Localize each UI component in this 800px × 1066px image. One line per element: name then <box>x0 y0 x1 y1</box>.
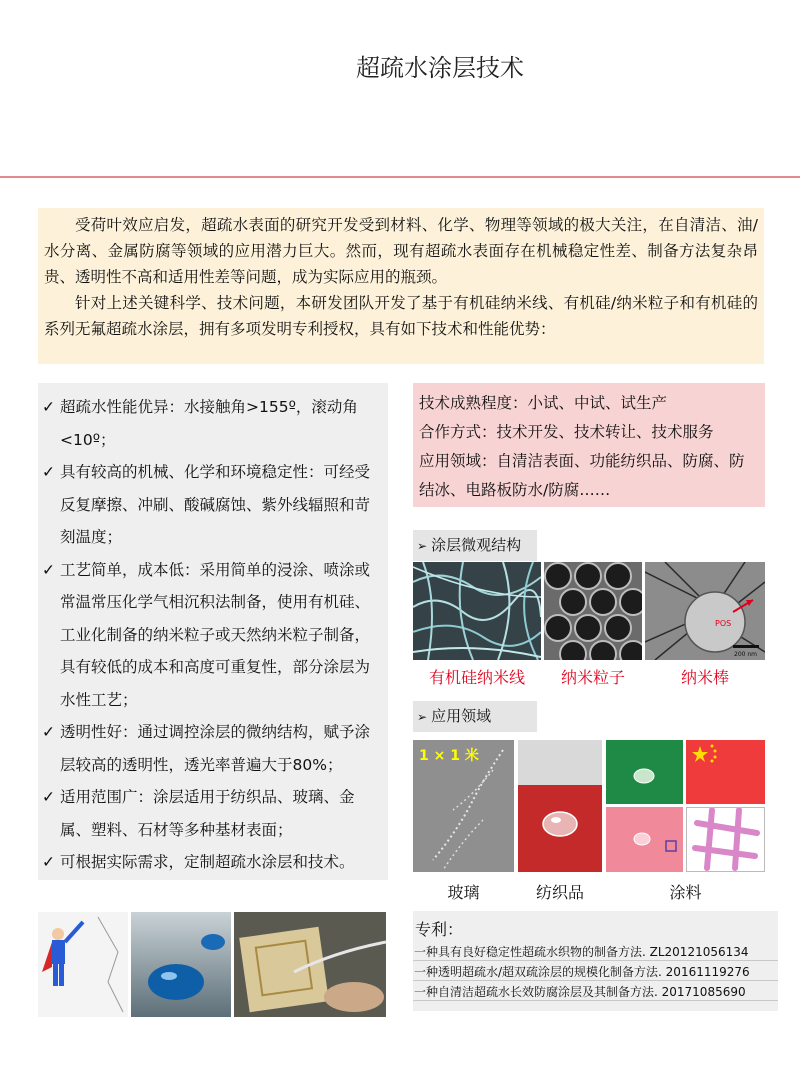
feature-item <box>42 391 378 456</box>
check-icon: ✓ <box>42 723 55 741</box>
app-caption: 纺织品 <box>535 883 584 902</box>
feature-text: 透明性好：通过调控涂层的微纳结构，赋予涂层较高的透明性，透光率普遍大于80%； <box>60 723 371 774</box>
feature-item <box>42 554 378 717</box>
patent-item: 一种具有良好稳定性超疏水织物的制备方法. ZL20121056134 <box>413 942 778 962</box>
cooperation-text: 合作方式：技术开发、技术转让、技术服务 <box>419 423 714 441</box>
patent-item: 一种透明超疏水/超双疏涂层的规模化制备方法. 20161119276 <box>413 962 778 982</box>
pos-label: POS <box>715 619 732 628</box>
intro-paragraph-2: 针对上述关键科学、技术问题，本研发团队开发了基于有机硅纳米线、有机硅/纳米粒子和有机硅的系列无氟超疏水涂层，拥有多项发明专利授权，具有如下技术和性能优势： <box>44 294 758 338</box>
coated-surface-photo <box>606 807 683 872</box>
apps-label-text: 应用领域 <box>431 707 492 725</box>
patents-box <box>413 911 778 1011</box>
feature-item <box>42 456 378 554</box>
micro-caption: 纳米粒子 <box>560 668 625 687</box>
glass-photo <box>413 740 514 872</box>
arrow-right-icon: ➢ <box>417 539 428 553</box>
nanowire-micrograph <box>413 562 541 660</box>
lotus-leaf-photo <box>606 740 683 804</box>
check-icon: ✓ <box>42 398 55 416</box>
maturity-text: 技术成熟程度：小试、中试、试生产 <box>419 394 668 412</box>
intro-paragraph-1: 受荷叶效应启发，超疏水表面的研究开发受到材料、化学、物理等领域的极大关注，在自清洁、油/水分离、金属防腐等领域的应用潜力巨大。然而，现有超疏水表面存在机械稳定性差、制备方法复杂昂贵、透明性不高和适用性差等问题，成为实际应用的瓶颈。 <box>44 216 758 286</box>
arrow-right-icon: ➢ <box>417 710 428 724</box>
micro-label-text: 涂层微观结构 <box>431 536 522 554</box>
intro-box <box>38 208 764 364</box>
micro-section-label <box>413 530 537 561</box>
feature-text: 适用范围广：涂层适用于纺织品、玻璃、金属、塑料、石材等多种基材表面； <box>60 788 355 839</box>
check-icon: ✓ <box>42 853 55 871</box>
feature-text: 超疏水性能优异：水接触角>155º，滚动角<10º； <box>60 398 358 449</box>
features-box <box>38 383 388 880</box>
textile-photo <box>518 740 602 872</box>
check-icon: ✓ <box>42 560 55 579</box>
feature-text: 工艺简单，成本低：采用简单的浸涂、喷涂或常温常压化学气相沉积法制备，使用有机硅、工业化制备的纳米粒子或天然纳米粒子制备，具有较低的成本和高度可重复性，部分涂层为水性工艺； <box>60 560 371 709</box>
circuit-board-photo <box>234 912 386 1017</box>
tech-info-box <box>413 383 765 507</box>
feature-text: 可根据实际需求，定制超疏水涂层和技术。 <box>60 853 355 871</box>
app-caption: 涂料 <box>669 883 702 902</box>
micro-caption: 有机硅纳米线 <box>428 668 525 687</box>
app-caption: 玻璃 <box>447 883 480 902</box>
glass-size-label: 1 × 1 米 <box>419 748 479 764</box>
page-title: 超疏水涂层技术 <box>356 54 524 82</box>
superman-illustration <box>38 912 128 1017</box>
title-divider <box>0 176 800 178</box>
nanorod-micrograph <box>645 562 765 660</box>
check-icon: ✓ <box>42 788 55 806</box>
fiber-micrograph <box>686 807 765 872</box>
fields-text: 应用领域：自清洁表面、功能纺织品、防腐、防结冰、电路板防水/防腐…… <box>419 452 745 499</box>
nanoparticle-micrograph <box>544 562 642 660</box>
patent-item: 一种自清洁超疏水长效防腐涂层及其制备方法. 20171085690 <box>413 982 778 1002</box>
patents-title: 专利： <box>415 920 464 939</box>
flag-photo <box>686 740 765 804</box>
feature-item <box>42 781 378 846</box>
check-icon: ✓ <box>42 463 55 481</box>
feature-item <box>42 846 378 879</box>
feature-item <box>42 716 378 781</box>
feature-text: 具有较高的机械、化学和环境稳定性：可经受反复摩擦、冲刷、酸碱腐蚀、紫外线辐照和苛刻温度； <box>60 463 371 546</box>
scale-bar-label: 200 nm <box>734 651 758 658</box>
micro-caption: 纳米棒 <box>680 668 729 687</box>
water-droplet-photo <box>131 912 231 1017</box>
apps-section-label <box>413 701 537 732</box>
